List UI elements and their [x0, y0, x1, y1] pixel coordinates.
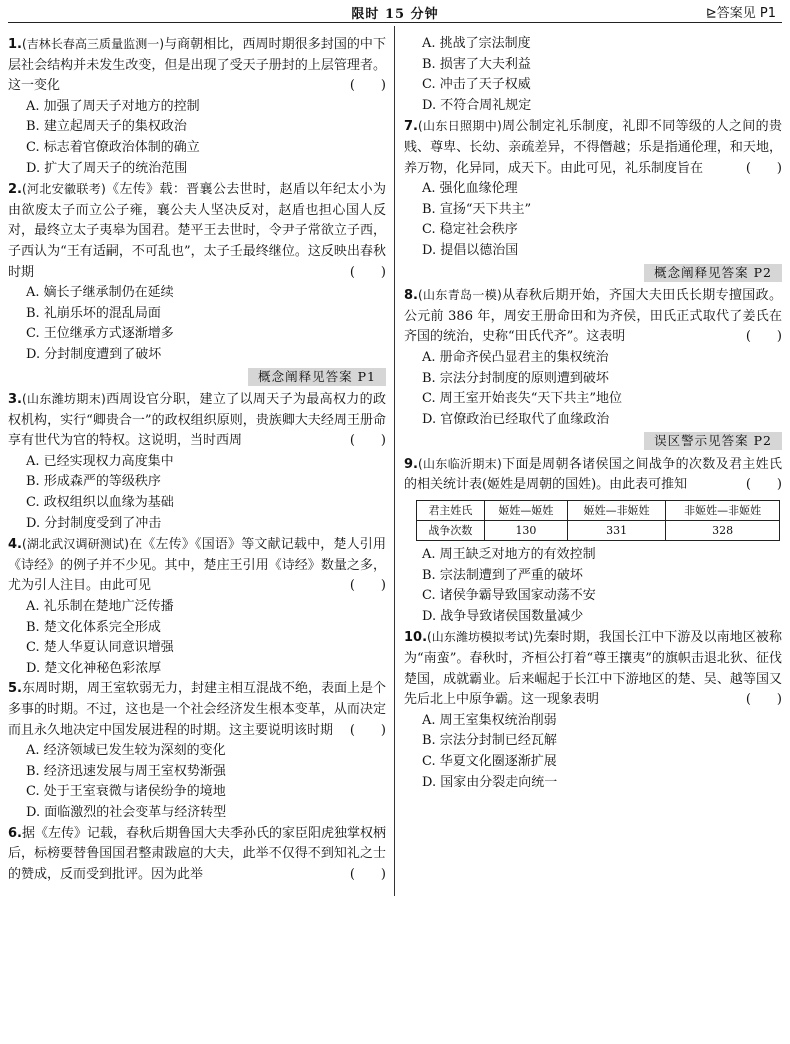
option-b: B. 礼崩乐坏的混乱局面: [26, 305, 161, 321]
option-c: C. 周王室开始丧失“天下共主”地位: [422, 391, 623, 407]
answer-parentheses: ( ): [349, 433, 386, 449]
question-text: 下面是周朝各诸侯国之间战争的次数及君主姓氏的相关统计表(姬姓是周朝的国姓)。由此表可推知: [404, 456, 782, 493]
concept-tag-1: 概念阐释见答案 P1: [8, 368, 386, 389]
question-stem: [404, 285, 782, 348]
option-a: A. 挑战了宗法制度: [422, 36, 531, 51]
question-number: 5.: [8, 681, 22, 697]
answer-parentheses: ( ): [745, 477, 782, 493]
question-text: 据《左传》记载，春秋后期鲁国大夫季孙氏的家臣阳虎独掌权柄后，标榜要替鲁国国君整肃跋扈的大夫，此举不仅得不到知礼之士的赞成，反而受到批评。因为此举: [8, 825, 386, 882]
question-source: (山东青岛一模): [417, 288, 502, 303]
question-stem: [404, 627, 782, 710]
question-number: 10.: [404, 630, 428, 646]
question-source: (山东潍坊期末): [21, 392, 106, 407]
question-2: [8, 179, 386, 365]
question-9: [404, 454, 782, 628]
question-number: 4.: [8, 537, 22, 553]
option-d: D. 战争导致诸侯国数量减少: [422, 608, 584, 624]
question-7: [404, 116, 782, 261]
question-10: [404, 627, 782, 793]
table-cell: 331: [568, 521, 666, 541]
question-3: [8, 389, 386, 534]
option-a: A. 周王室集权统治削弱: [422, 712, 557, 728]
question-text: 从春秋后期开始，齐国大夫田氏长期专擅国政。公元前 386 年，周安王册命田和为齐侯，田氏正式取代了姜氏在齐国的统治，史称“田氏代齐”。这表明: [404, 288, 782, 345]
answer-reference: [706, 2, 776, 21]
option-d: D. 面临激烈的社会变革与经济转型: [26, 804, 227, 820]
option-d: D. 提倡以德治国: [422, 242, 519, 258]
question-number: 9.: [404, 456, 418, 472]
option-d: D. 楚文化神秘色彩浓厚: [26, 660, 162, 676]
table-header-cell: 君主姓氏: [417, 501, 485, 521]
option-b: B. 经济迅速发展与周王室权势渐强: [26, 763, 226, 779]
left-column: [8, 34, 386, 885]
page-header: [0, 0, 790, 24]
column-divider: [394, 26, 395, 896]
question-5: [8, 679, 386, 823]
answer-parentheses: ( ): [349, 866, 386, 882]
option-d: D. 不符合周礼规定: [422, 97, 532, 113]
question-1: [8, 34, 386, 179]
question-text: 东周时期，周王室软弱无力，封建主相互混战不绝，表面上是个多事的时期。不过，这也是一个社会经济发生根本变革，从而决定而且永久地决定中国发展进程的时期。这主要说明该时期: [8, 681, 386, 738]
question-number: 6.: [8, 825, 22, 841]
answer-parentheses: ( ): [349, 722, 386, 738]
table-header-cell: 姬姓—姬姓: [484, 501, 567, 521]
option-d: D. 扩大了周天子的统治范围: [26, 160, 188, 176]
option-a: A. 礼乐制在楚地广泛传播: [26, 599, 174, 615]
question-text: 西周设官分职，建立了以周天子为最高权力的政权机构，实行“卿贵合一”的政权组织原则，贵族卿大夫经周王册命享有世代为官的特权。这说明，当时西周: [8, 392, 386, 449]
answer-parentheses: ( ): [745, 160, 782, 176]
question-source: (河北安徽联考): [21, 182, 106, 197]
table-cell: 328: [666, 521, 780, 541]
question-stem: [8, 389, 386, 452]
table-header-cell: 非姬姓—非姬姓: [666, 501, 780, 521]
question-stem: [8, 534, 386, 597]
table-header-cell: 姬姓—非姬姓: [568, 501, 666, 521]
option-c: C. 华夏文化圈逐渐扩展: [422, 754, 557, 769]
option-a: A. 周王缺乏对地方的有效控制: [422, 547, 596, 563]
option-b: B. 损害了大夫利益: [422, 56, 531, 72]
right-column: [404, 34, 782, 793]
option-b: B. 建立起周天子的集权政治: [26, 119, 187, 135]
answer-parentheses: ( ): [349, 78, 386, 94]
option-a: A. 已经实现权力高度集中: [26, 453, 174, 469]
question-number: 1.: [8, 37, 22, 52]
question-number: 7.: [404, 119, 418, 135]
option-d: D. 国家由分裂走向统一: [422, 774, 558, 790]
option-c: C. 稳定社会秩序: [422, 222, 518, 238]
option-b: B. 宣扬“天下共主”: [422, 201, 532, 217]
option-b: B. 宗法分封制度的原则遭到破坏: [422, 370, 609, 386]
question-source: (湖北武汉调研测试): [21, 537, 129, 552]
question-text: 《左传》载：晋襄公去世时，赵盾以年纪太小为由欲废太子而立公子雍，襄公夫人坚决反对，赵盾也担心国人反对，最终立太子夷皋为国君。楚平王去世时，令尹子常欲立子西，子西认为“王有适嗣，不可乱也”，太子壬最终继位。这反映出春秋时期: [8, 182, 386, 280]
question-stem: [8, 679, 386, 741]
question-8: [404, 285, 782, 430]
option-a: A. 嫡长子继承制仍在延续: [26, 285, 174, 301]
question-stem: [8, 824, 386, 886]
option-c: C. 标志着官僚政治体制的确立: [26, 139, 200, 155]
table-row-label: 战争次数: [417, 521, 485, 541]
answer-reference-text: 答案见 P1: [716, 6, 776, 21]
question-text: 周公制定礼乐制度，礼即不同等级的人之间的贵贱、尊卑、长幼、亲疏差异，不得僭越；乐是指通伦理，和天地，养万物，化异同，成天下。由此可见，礼乐制度旨在: [404, 119, 782, 176]
table-header-row: [417, 501, 780, 521]
question-number: 8.: [404, 288, 418, 304]
option-c: C. 冲击了天子权威: [422, 77, 531, 93]
question-source: (吉林长春高三质量监测一): [21, 37, 165, 51]
option-c: C. 楚人华夏认同意识增强: [26, 640, 174, 656]
option-c: C. 处于王室衰微与诸侯纷争的境地: [26, 784, 226, 800]
option-a: A. 经济领域已发生较为深刻的变化: [26, 743, 226, 759]
question-stem: [8, 179, 386, 283]
option-b: B. 宗法制遭到了严重的破坏: [422, 567, 583, 583]
question-stem: [404, 116, 782, 179]
corner-mark-icon: ⊵: [705, 6, 717, 21]
option-b: B. 宗法分封制已经瓦解: [422, 733, 557, 749]
war-statistics-table: [416, 500, 780, 541]
option-b: B. 形成森严的等级秩序: [26, 474, 161, 490]
question-6-options: [404, 34, 782, 116]
question-text: 在《左传》《国语》等文献记载中，楚人引用《诗经》的例子并不少见。其中，楚庄王引用《诗经》数量之多，尤为引人注目。由此可见: [8, 537, 386, 594]
answer-parentheses: ( ): [745, 329, 782, 345]
question-source: (山东潍坊模拟考试): [427, 630, 534, 645]
question-number: 2.: [8, 182, 22, 198]
option-c: C. 王位继承方式逐渐增多: [26, 326, 174, 342]
option-d: D. 分封制度受到了冲击: [26, 515, 162, 531]
misconception-tag: 误区警示见答案 P2: [404, 432, 782, 453]
question-4: [8, 534, 386, 679]
answer-parentheses: ( ): [349, 264, 386, 280]
option-a: A. 加强了周天子对地方的控制: [26, 98, 200, 114]
question-6: [8, 824, 386, 886]
question-text: 先秦时期，我国长江中下游及以南地区被称为“南蛮”。春秋时，齐桓公打着“尊王攘夷”的旗帜击退北狄、征伐楚国，成就霸业。后来崛起于长江中下游地区的楚、吴、越等国又先后北上中原争霸。这一现象表明: [404, 630, 782, 708]
answer-parentheses: ( ): [745, 692, 782, 708]
header-rule: [8, 22, 782, 23]
option-d: D. 官僚政治已经取代了血缘政治: [422, 411, 610, 427]
option-d: D. 分封制度遭到了破坏: [26, 346, 162, 362]
question-stem: [8, 34, 386, 97]
question-stem: [404, 454, 782, 496]
question-source: (山东日照期中): [417, 119, 502, 134]
time-limit-title: 限时 15 分钟: [351, 7, 439, 22]
question-text: 与商朝相比，西周时期很多封国的中下层社会结构并未发生改变，但是出现了受天子册封的上层管理者。这一变化: [8, 37, 386, 94]
table-cell: 130: [484, 521, 567, 541]
option-b: B. 楚文化体系完全形成: [26, 619, 161, 635]
question-source: (山东临沂期末): [417, 456, 502, 471]
table-row: [417, 521, 780, 541]
option-c: C. 诸侯争霸导致国家动荡不安: [422, 588, 596, 604]
answer-parentheses: ( ): [349, 578, 386, 594]
option-a: A. 册命齐侯凸显君主的集权统治: [422, 349, 609, 365]
question-number: 3.: [8, 392, 22, 408]
option-a: A. 强化血缘伦理: [422, 181, 518, 197]
option-c: C. 政权组织以血缘为基础: [26, 495, 174, 511]
concept-tag-2: 概念阐释见答案 P2: [404, 264, 782, 285]
